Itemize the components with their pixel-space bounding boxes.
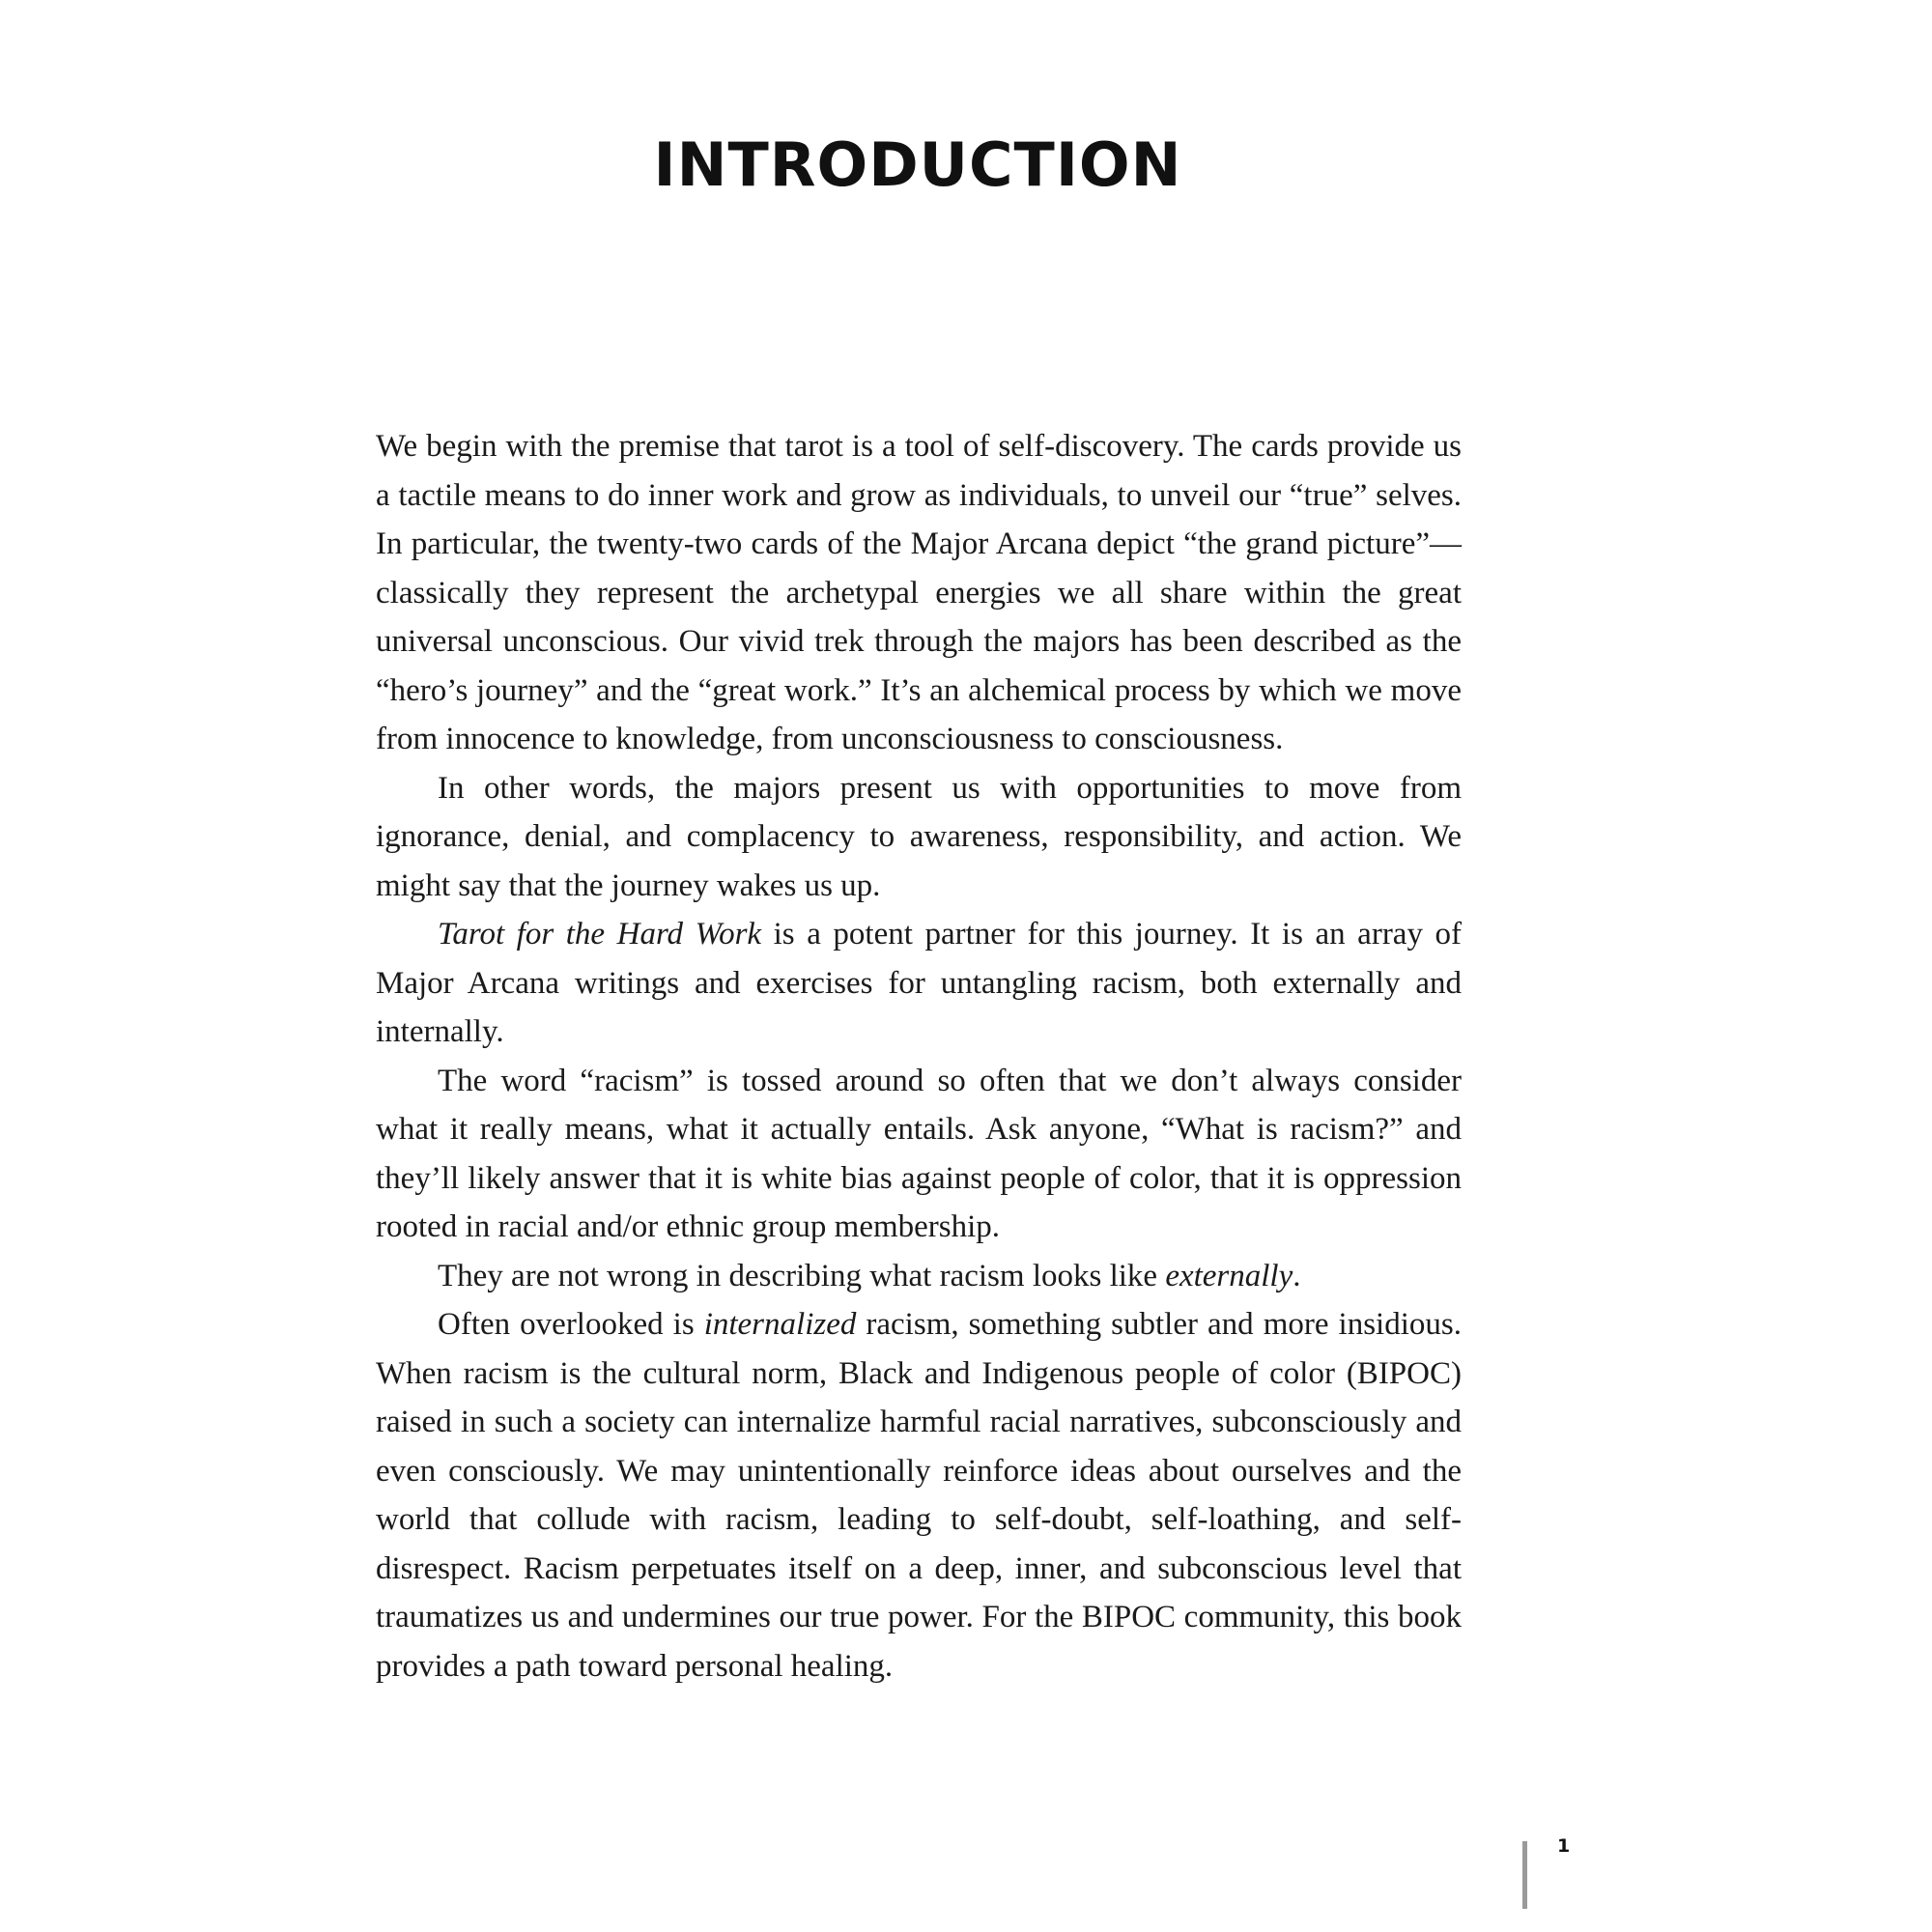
paragraph-5-end: . [1293,1258,1301,1293]
paragraph-6 [376,1300,1462,1690]
paragraph-2 [376,764,1462,911]
paragraph-6-rest: racism, something subtler and more insidious. When racism is the cultural norm, Black and Indigenous people of color (BIPOC) raised in such a society can internalize harmful racial narratives, subconsciously and even consciously. We may unintentionally reinforce ideas about ourselves and the world that collude with racism, leading to self-doubt, self-loathing, and self-disrespect. Racism perpetuates itself on a deep, inner, and subconscious level that traumatizes us and undermines our true power. For the BIPOC community, this book provides a path toward personal healing. [376,1307,1462,1684]
paragraph-3 [376,910,1462,1057]
page-number: 1 [1557,1835,1571,1857]
body-text [376,422,1462,1690]
paragraph-3-text: is a potent partner for this journey. It is an array of Major Arcana writings and exercises for untangling racism, both externally and internally. [376,917,1462,1049]
chapter-title: INTRODUCTION [653,129,1182,200]
paragraph-4 [376,1057,1462,1252]
paragraph-6-text: Often overlooked is [438,1307,704,1342]
paragraph-4-text: The word “racism” is tossed around so often that we don’t always consider what it really means, what it actually entails. Ask anyone, “What is racism?” and they’ll likely answer that it is white bias against people of color, that it is oppression rooted in racial and/or ethnic group membership. [376,1063,1462,1244]
paragraph-5-text: They are not wrong in describing what racism looks like [438,1258,1166,1293]
paragraph-5 [376,1252,1462,1301]
paragraph-1-text: We begin with the premise that tarot is a tool of self-discovery. The cards provide us a tactile means to do inner work and grow as individuals, to unveil our “true” selves. In particular, the twenty-two cards of the Major Arcana depict “the grand picture”—classically they represent the archetypal energies we all share within the great universal unconscious. Our vivid trek through the majors has been described as the “hero’s journey” and the “great work.” It’s an alchemical process by which we move from innocence to knowledge, from unconsciousness to consciousness. [376,429,1462,756]
externally-italic: externally [1165,1258,1293,1293]
folio-rule [1522,1841,1527,1909]
internalized-italic: internalized [703,1307,857,1342]
paragraph-1 [376,422,1462,764]
paragraph-2-text: In other words, the majors present us with opportunities to move from ignorance, denial, and complacency to awareness, responsibility, and action. We might say that the journey wakes us up. [376,770,1462,903]
book-title-italic: Tarot for the Hard Work [438,917,762,952]
